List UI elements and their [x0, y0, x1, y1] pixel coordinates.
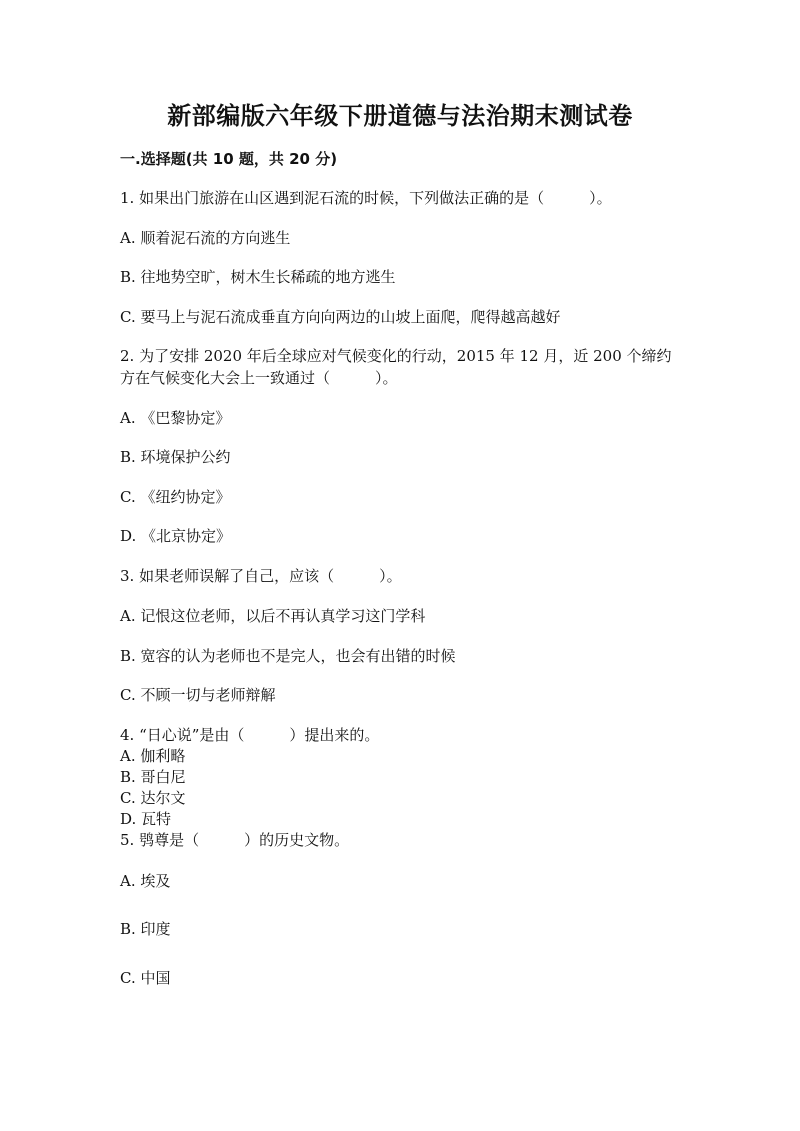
question-3-option-a: A. 记恨这位老师，以后不再认真学习这门学科: [120, 607, 426, 625]
question-4-option-b: B. 哥白尼: [120, 768, 186, 786]
question-2-option-c: C. 《纽约协定》: [120, 488, 231, 506]
question-5-option-b: B. 印度: [120, 920, 171, 938]
question-4-option-d: D. 瓦特: [120, 810, 172, 828]
question-1-option-b: B. 往地势空旷，树木生长稀疏的地方逃生: [120, 268, 396, 286]
question-4-stem: 4. “日心说”是由（ ）提出来的。: [120, 726, 380, 744]
question-1-stem: 1. 如果出门旅游在山区遇到泥石流的时候，下列做法正确的是（ ）。: [120, 189, 612, 207]
question-4-option-a: A. 伽利略: [120, 747, 186, 765]
question-5-option-c: C. 中国: [120, 969, 171, 987]
question-3-stem: 3. 如果老师误解了自己，应该（ ）。: [120, 567, 402, 585]
question-1-option-a: A. 顺着泥石流的方向逃生: [120, 229, 291, 247]
question-4-option-c: C. 达尔文: [120, 789, 186, 807]
question-2-stem-line-1: 2. 为了安排 2020 年后全球应对气候变化的行动，2015 年 12 月，近 200 个缔约: [120, 347, 672, 365]
question-5-option-a: A. 埃及: [120, 872, 171, 890]
section-heading: 一.选择题(共 10 题，共 20 分): [120, 150, 338, 168]
question-2-option-a: A. 《巴黎协定》: [120, 409, 231, 427]
question-2-option-d: D. 《北京协定》: [120, 527, 232, 545]
question-3-option-b: B. 宽容的认为老师也不是完人，也会有出错的时候: [120, 647, 456, 665]
question-2-option-b: B. 环境保护公约: [120, 448, 231, 466]
document-title: 新部编版六年级下册道德与法治期末测试卷: [167, 102, 633, 130]
question-3-option-c: C. 不顾一切与老师辩解: [120, 686, 276, 704]
question-1-option-c: C. 要马上与泥石流成垂直方向向两边的山坡上面爬，爬得越高越好: [120, 308, 561, 326]
question-5-stem: 5. 鸮尊是（ ）的历史文物。: [120, 831, 350, 849]
question-2-stem-line-2: 方在气候变化大会上一致通过（ ）。: [120, 369, 398, 387]
